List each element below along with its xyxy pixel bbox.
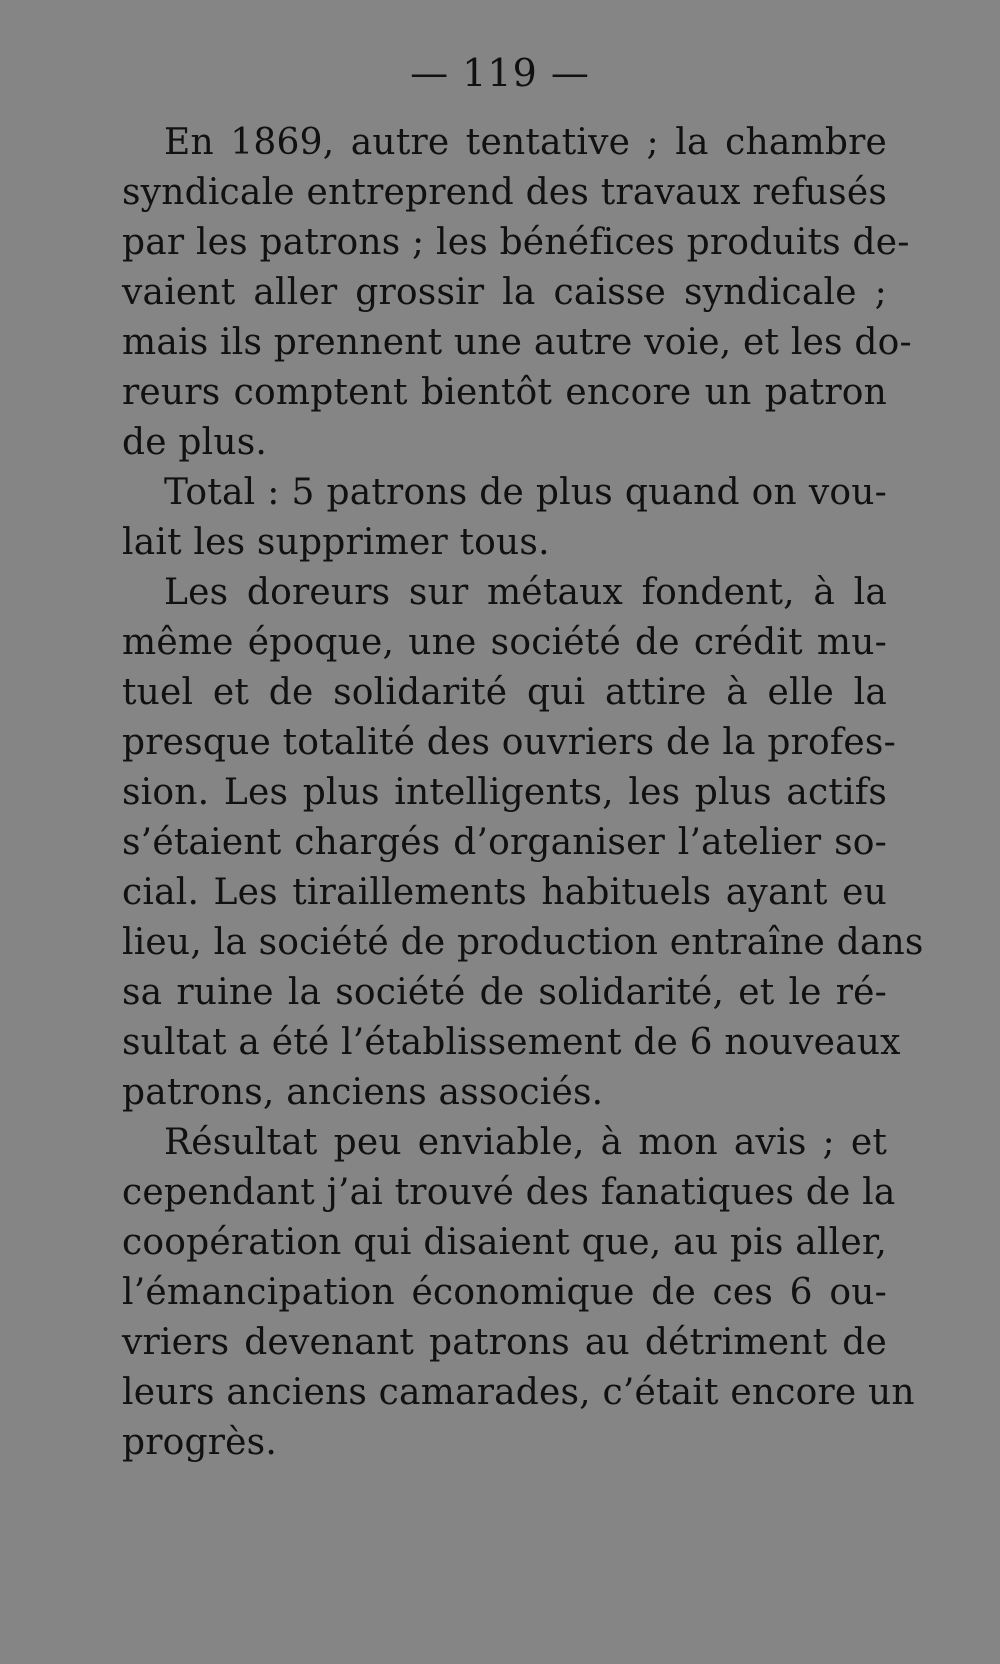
- text-line: cial. Les tiraillements habituels ayant eu: [122, 872, 887, 913]
- text-line: vaient aller grossir la caisse syndicale ;: [122, 272, 887, 313]
- text-line: sion. Les plus intelligents, les plus actifs: [122, 772, 887, 813]
- text-line: Résultat peu enviable, à mon avis ; et: [164, 1122, 887, 1163]
- text-line: reurs comptent bientôt encore un patron: [122, 372, 887, 413]
- body-text: [122, 118, 924, 1468]
- text-line: sa ruine la société de solidarité, et le ré-: [122, 972, 887, 1013]
- page-number: — 119 —: [410, 51, 590, 95]
- text-line: progrès.: [122, 1422, 278, 1463]
- text-line: vriers devenant patrons au détriment de: [122, 1322, 887, 1363]
- text-line: même époque, une société de crédit mu-: [122, 622, 887, 663]
- text-line: mais ils prennent une autre voie, et les do-: [122, 322, 912, 363]
- text-line: sultat a été l’établissement de 6 nouveaux: [122, 1022, 901, 1063]
- text-line: syndicale entreprend des travaux refusés: [122, 172, 887, 213]
- text-line: par les patrons ; les bénéfices produits de-: [122, 222, 910, 263]
- text-line: l’émancipation économique de ces 6 ou-: [122, 1272, 887, 1313]
- text-line: s’étaient chargés d’organiser l’atelier so-: [122, 822, 887, 863]
- text-line: Les doreurs sur métaux fondent, à la: [164, 572, 887, 613]
- text-line: En 1869, autre tentative ; la chambre: [164, 122, 887, 163]
- text-line: Total : 5 patrons de plus quand on vou-: [164, 472, 887, 513]
- text-line: lieu, la société de production entraîne dans: [122, 922, 924, 963]
- text-line: presque totalité des ouvriers de la profes-: [122, 722, 896, 763]
- text-line: lait les supprimer tous.: [122, 522, 550, 563]
- text-line: de plus.: [122, 422, 268, 463]
- text-line: patrons, anciens associés.: [122, 1072, 604, 1113]
- text-line: cependant j’ai trouvé des fanatiques de la: [122, 1172, 896, 1213]
- text-line: tuel et de solidarité qui attire à elle la: [122, 672, 887, 713]
- text-line: coopération qui disaient que, au pis aller,: [122, 1222, 887, 1263]
- text-line: leurs anciens camarades, c’était encore un: [122, 1372, 915, 1413]
